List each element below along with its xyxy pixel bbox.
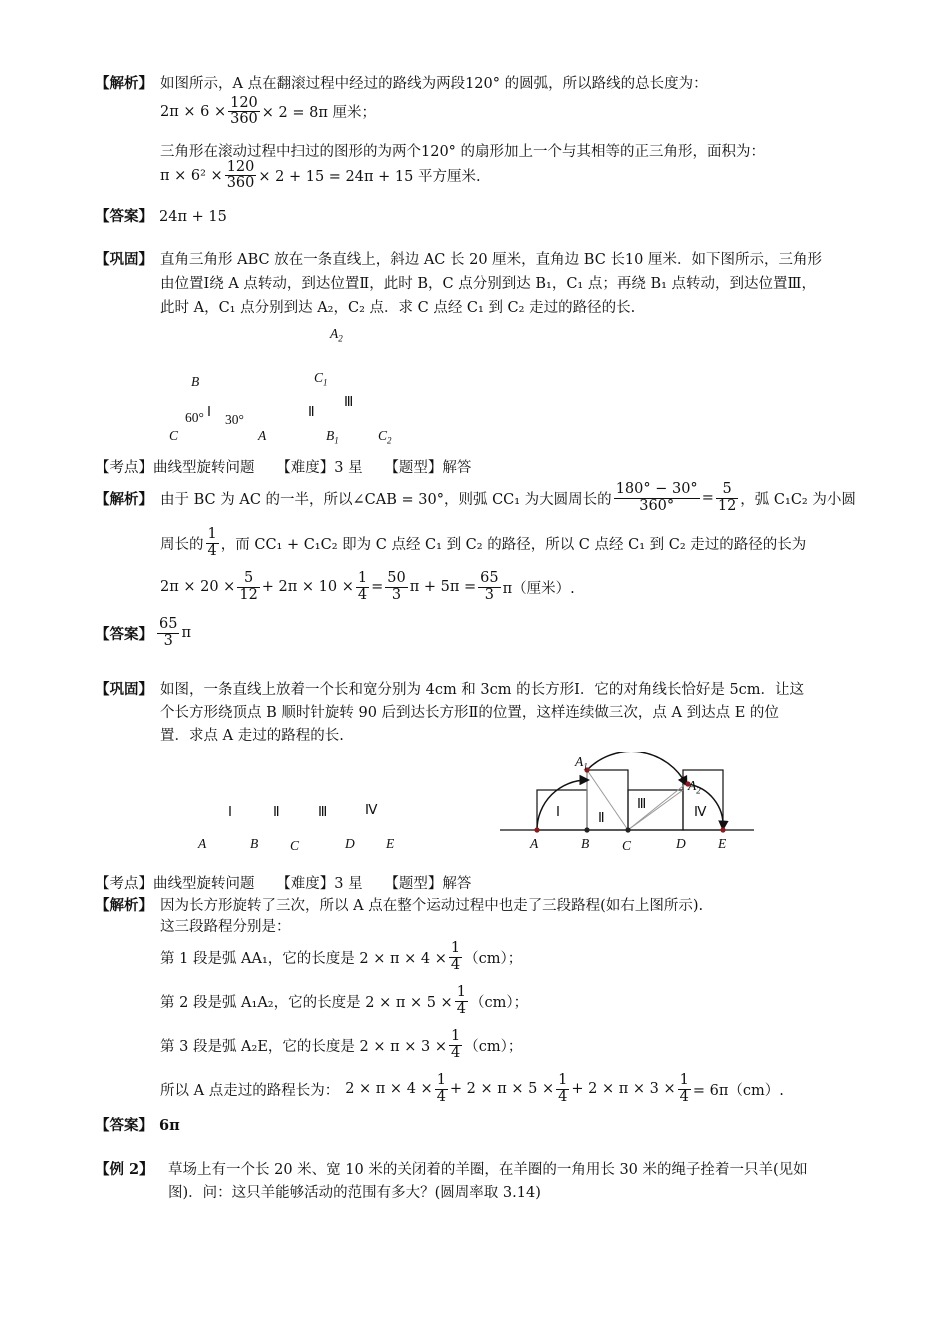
right-fig-label-a1: $A_1$ xyxy=(575,754,588,772)
right-fig-label-e: E xyxy=(718,836,727,851)
s2-sol-line1: 由于 BC 为 AC 的一半，所以∠CAB = 30°，则弧 CC₁ 为大圆周长的 $\frac{180^\circ - 30^\circ}{360^\circ}$ = $\frac{5}{12}$ ，弧 C₁C₂ 为小圆 xyxy=(160,481,856,514)
left-fig-rect-ii: Ⅱ xyxy=(273,804,280,819)
s2-answer: 【答案】 $\frac{65}{3}$ π xyxy=(95,616,191,649)
fig-label-a: A xyxy=(258,428,267,443)
point-c xyxy=(625,827,630,832)
s1-equation2: π × 6² × $\frac{120}{360}$ × 2 + 15 = 24π + 15 平方厘米. xyxy=(160,159,481,192)
arc-a1-a2 xyxy=(587,752,686,784)
right-fig-label-c: C xyxy=(622,838,632,853)
s4-tag: 【例 2】 xyxy=(95,1161,154,1178)
fig-label-b: B xyxy=(191,374,200,389)
right-fig-rect-iv: Ⅳ xyxy=(694,804,707,819)
left-fig-label-e: E xyxy=(386,836,395,851)
s2-sol-line2: 周长的 $\frac{1}{4}$ ，而 CC₁ + C₁C₂ 即为 C 点经 C₁ 到 C₂ 的路径，所以 C 点经 C₁ 到 C₂ 走过的路径的长为 xyxy=(160,526,807,559)
fig-label-60deg: 60° xyxy=(185,410,204,425)
s2-line3: 此时 A，C₁ 点分别到达 A₂，C₂ 点．求 C 点经 C₁ 到 C₂ 走过的路径的长. xyxy=(160,300,636,316)
s3-segment-1: 第 1 段是弧 AA₁，它的长度是 2 × π × 4 × $\frac{1}{4}$ （cm）； xyxy=(160,940,523,973)
s3-line1: 如图，一条直线上放着一个长和宽分别为 4cm 和 3cm 的长方形Ⅰ．它的对角线长恰好是 5cm．让这 xyxy=(160,682,805,698)
right-fig-rect-i: Ⅰ xyxy=(556,804,560,819)
right-fig-label-a: A xyxy=(530,836,539,851)
s3-sol-line2: 这三段路程分别是： xyxy=(160,919,291,935)
left-fig-label-a: A xyxy=(198,836,207,851)
s3-answer: 【答案】 6π xyxy=(95,1117,180,1134)
right-fig-rect-ii: Ⅱ xyxy=(598,810,605,825)
s2-sol-line3: 2π × 20 × $\frac{5}{12}$ + 2π × 10 × $\frac{1}{4}$ = $\frac{50}{3}$ π + 5π = $\frac{65}{3}$ π（厘米）. xyxy=(160,570,575,603)
fig-label-ii: Ⅱ xyxy=(308,404,315,419)
s3-meta: 【考点】曲线型旋转问题 【难度】3 星 【题型】解答 xyxy=(95,876,472,892)
s2-line2: 由位置Ⅰ绕 A 点转动，到达位置Ⅱ，此时 B，C 点分别到达 B₁，C₁ 点；再绕 B₁ 点转动，到达位置Ⅲ， xyxy=(160,276,817,292)
fig-label-i: Ⅰ xyxy=(207,404,211,419)
fig-label-c2: $C_2$ xyxy=(378,428,392,446)
s2-sol-tag: 【解析】 xyxy=(95,491,153,508)
s3-sol-line1: 因为长方形旋转了三次，所以 A 点在整个运动过程中也走了三段路程(如右上图所示). xyxy=(160,898,704,914)
s3-total: 所以 A 点走过的路程长为： 2 × π × 4 × $\frac{1}{4}$ + 2 × π × 5 × $\frac{1}{4}$ + 2 × π × 3 × $\frac{1}{4}$ = 6π（cm）. xyxy=(160,1072,784,1105)
left-fig-rect-iii: Ⅲ xyxy=(318,804,328,819)
rect-i xyxy=(537,790,587,830)
left-fig-label-c: C xyxy=(290,838,300,853)
s1-line2: 三角形在滚动过程中扫过的图形的为两个120° 的扇形加上一个与其相等的正三角形，面积为： xyxy=(160,144,766,160)
left-fig-rect-i: Ⅰ xyxy=(228,804,232,819)
s3-segment-3: 第 3 段是弧 A₂E，它的长度是 2 × π × 3 × $\frac{1}{4}$ （cm）； xyxy=(160,1028,523,1061)
fig-label-c1: $C_1$ xyxy=(314,370,328,388)
right-fig-label-a2: $A_2$ xyxy=(688,778,701,796)
right-fig-label-b: B xyxy=(581,836,590,851)
s3-segment-2: 第 2 段是弧 A₁A₂，它的长度是 2 × π × 5 × $\frac{1}{4}$ （cm）； xyxy=(160,984,529,1017)
s3-line3: 置．求点 A 走过的路程的长. xyxy=(160,728,344,744)
s1-line1: 如图所示，A 点在翻滚过程中经过的路线为两段120° 的圆弧，所以路线的总长度为： xyxy=(160,76,708,92)
s4-line1: 草场上有一个长 20 米、宽 10 米的关闭着的羊圈，在羊圈的一角用长 30 米的绳子拴着一只羊(见如 xyxy=(168,1162,808,1178)
s2-meta: 【考点】曲线型旋转问题 【难度】3 星 【题型】解答 xyxy=(95,460,472,476)
left-fig-label-d: D xyxy=(345,836,355,851)
s3-tag: 【巩固】 xyxy=(95,681,153,698)
point-e xyxy=(720,827,725,832)
s4-line2: 图)．问：这只羊能够活动的范围有多大？(圆周率取 3.14) xyxy=(168,1185,541,1201)
s3-line2: 个长方形绕顶点 B 顺时针旋转 90 后到达长方形Ⅱ的位置，这样连续做三次，点 A 到达点 E 的位 xyxy=(160,705,779,721)
fig-label-c: C xyxy=(169,428,179,443)
arc-a-a1 xyxy=(537,780,587,830)
s2-tag: 【巩固】 xyxy=(95,251,153,268)
right-fig-label-d: D xyxy=(676,836,686,851)
s3-sol-tag: 【解析】 xyxy=(95,897,153,914)
point-a xyxy=(534,827,539,832)
point-b xyxy=(584,827,589,832)
fig-label-iii: Ⅲ xyxy=(344,394,354,409)
right-fig-rect-iii: Ⅲ xyxy=(637,796,647,811)
s2-line1: 直角三角形 ABC 放在一条直线上，斜边 AC 长 20 厘米，直角边 BC 长10 厘米．如下图所示，三角形 xyxy=(160,252,822,268)
left-fig-label-b: B xyxy=(250,836,259,851)
fig-label-30deg: 30° xyxy=(225,412,244,427)
s1-answer: 【答案】 24π + 15 xyxy=(95,208,227,225)
s1-equation1: 2π × 6 × $\frac{120}{360}$ × 2 = 8π 厘米； xyxy=(160,95,377,128)
fig-label-a2: $A_2$ xyxy=(330,326,343,344)
left-fig-rect-iv: Ⅳ xyxy=(365,802,378,817)
fig-label-b1: $B_1$ xyxy=(326,428,339,446)
s1-tag: 【解析】 xyxy=(95,75,153,92)
